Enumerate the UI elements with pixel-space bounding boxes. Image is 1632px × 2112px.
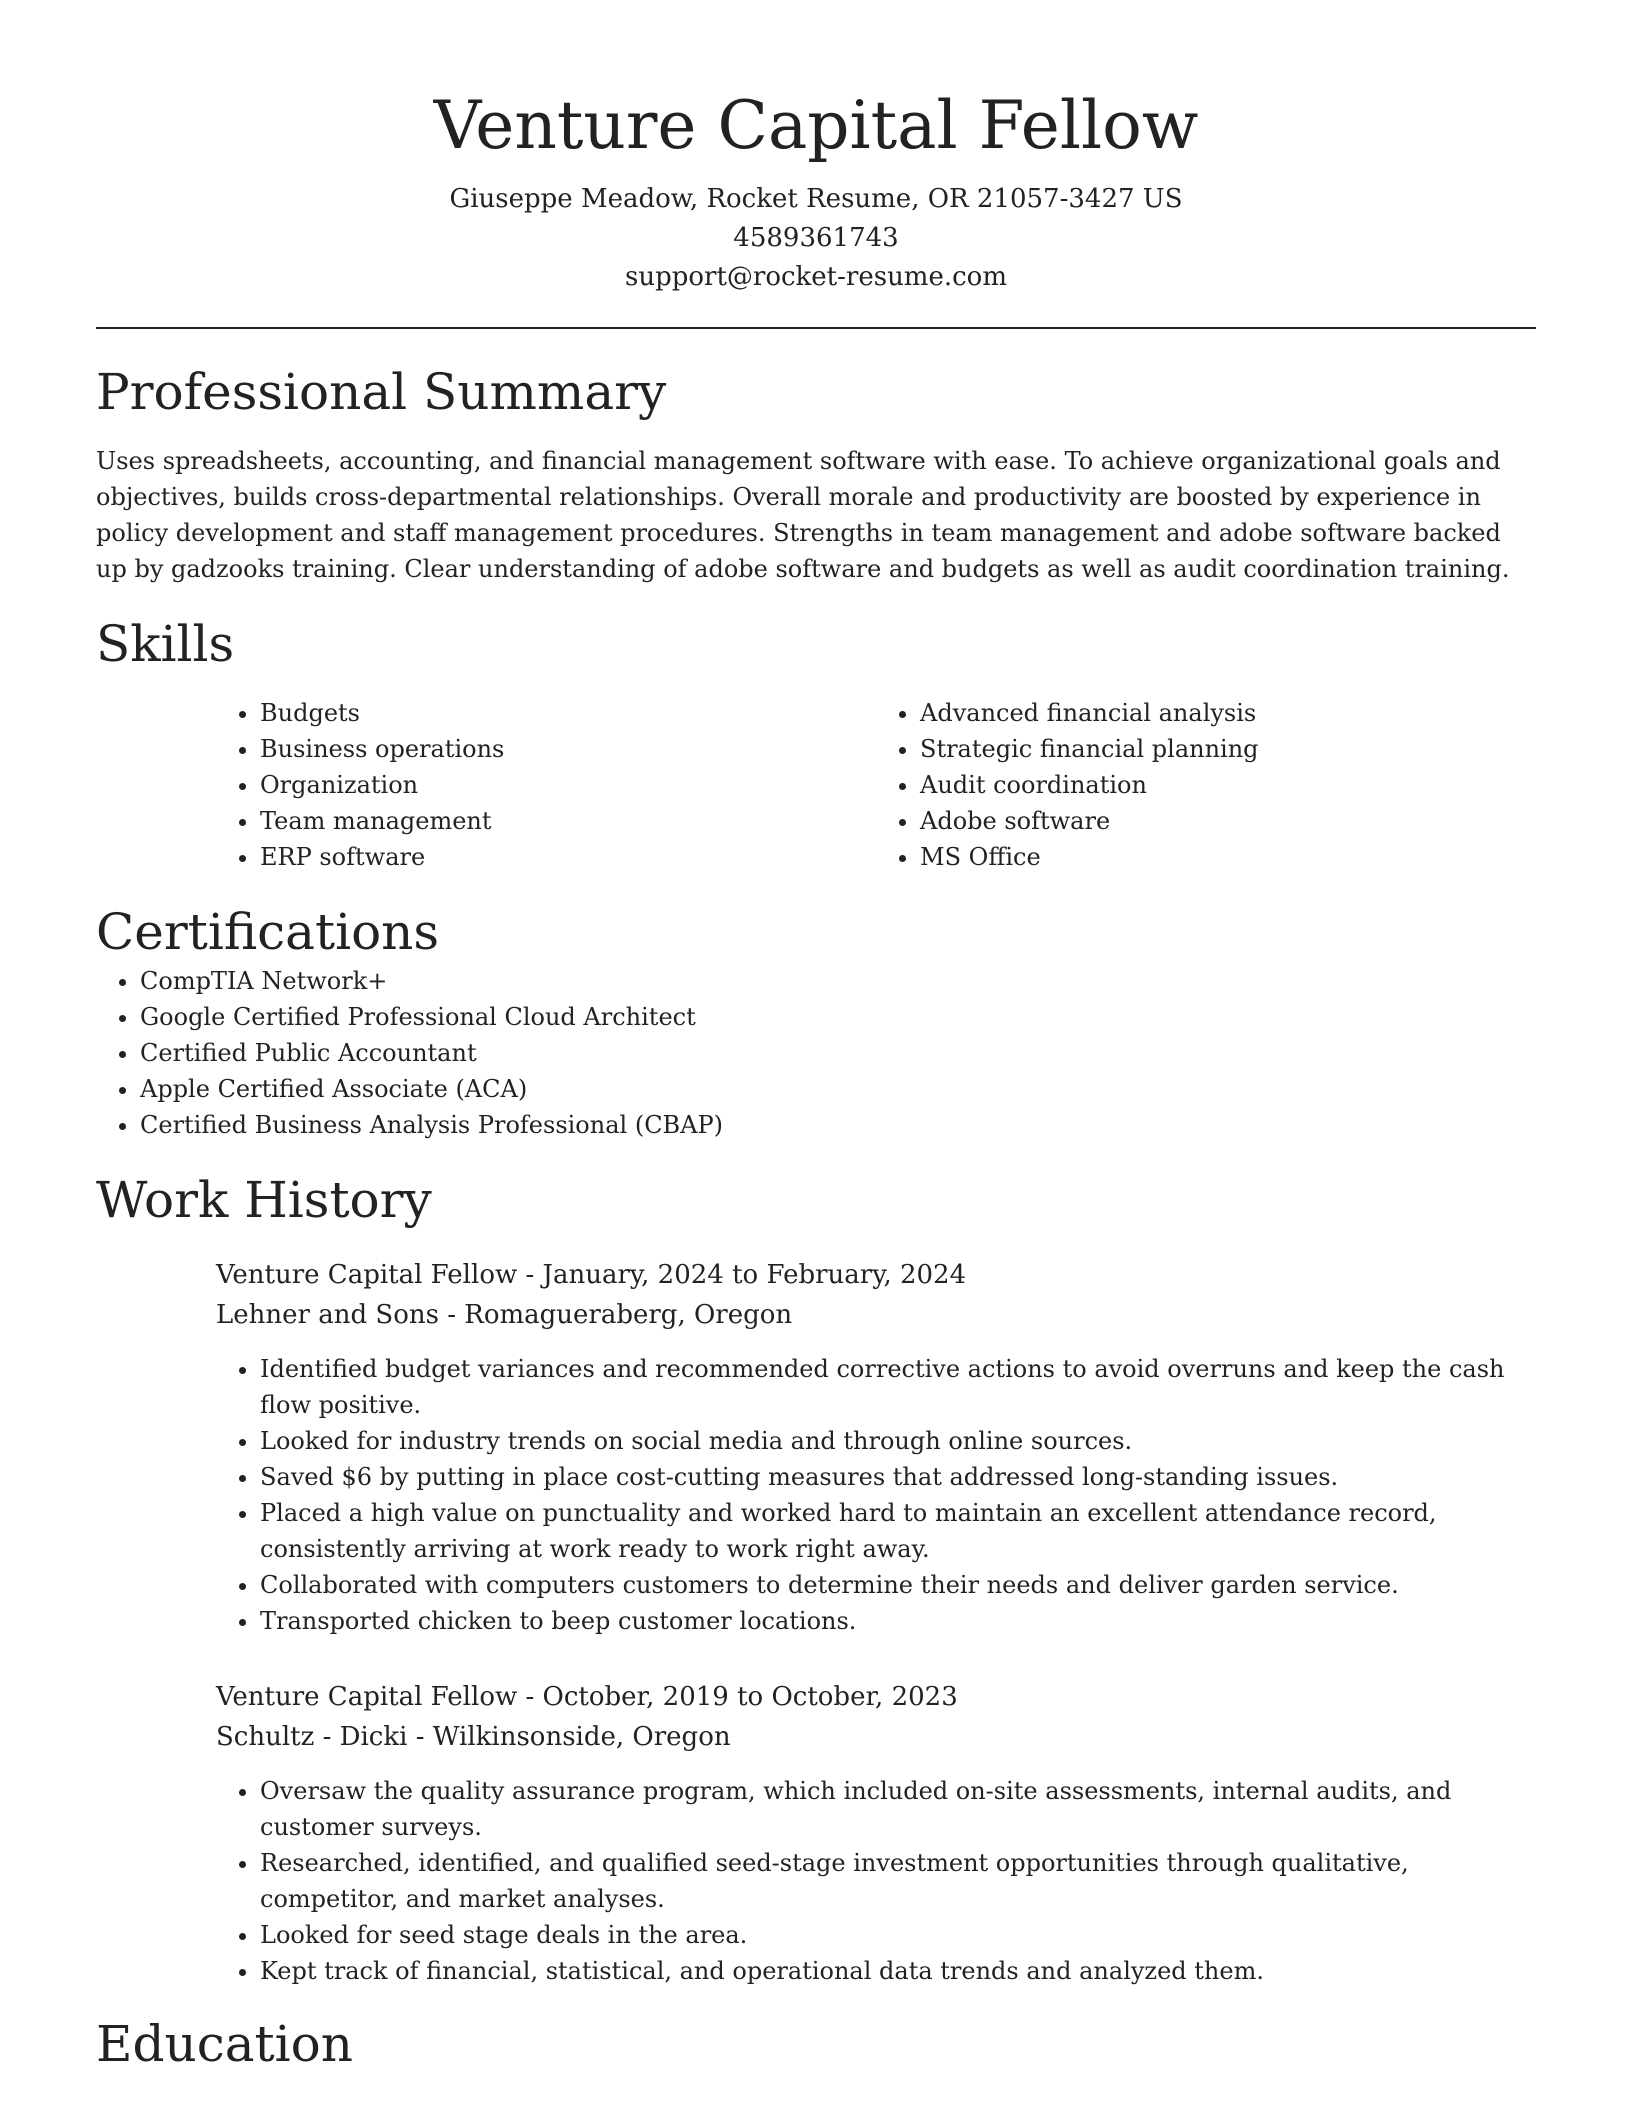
job-title: Venture Capital Fellow	[216, 1682, 518, 1712]
contact-address: Giuseppe Meadow, Rocket Resume, OR 21057-3427 US	[449, 184, 1183, 214]
skill-item: • MS Office	[920, 839, 1536, 875]
job-location: - Romagueraberg, Oregon	[438, 1300, 793, 1330]
job-location: - Wilkinsonside, Oregon	[407, 1722, 731, 1752]
certification-item: • Certified Public Accountant	[140, 1035, 1536, 1071]
education-heading: Education	[96, 2015, 353, 2073]
job-bullet: • Looked for industry trends on social media and through online sources.	[260, 1423, 1536, 1459]
certification-item: • Apple Certified Associate (ACA)	[140, 1071, 1536, 1107]
job-company: Schultz - Dicki	[216, 1722, 408, 1752]
skill-item: • Advanced financial analysis	[920, 695, 1536, 731]
job-bullet: • Kept track of financial, statistical, and operational data trends and analyzed them.	[260, 1953, 1536, 1989]
job-bullet: • Oversaw the quality assurance program, which included on-site assessments, internal audits, and customer surveys.	[260, 1773, 1536, 1845]
job-title-line	[216, 1255, 1536, 1295]
skill-item: • Business operations	[260, 731, 876, 767]
certification-item: • Google Certified Professional Cloud Architect	[140, 999, 1536, 1035]
job-bullets	[216, 1773, 1536, 1989]
job-bullet: • Collaborated with computers customers to determine their needs and deliver garden service.	[260, 1567, 1536, 1603]
certification-item: • CompTIA Network+	[140, 963, 1536, 999]
skills-list-left	[216, 695, 876, 875]
job-bullet: • Placed a high value on punctuality and worked hard to maintain an excellent attendance record, consistently arriving at work ready to work right away.	[260, 1495, 1536, 1567]
resume-header	[96, 0, 1536, 297]
header-divider	[96, 327, 1536, 329]
skill-item: • Budgets	[260, 695, 876, 731]
contact-phone: 4589361743	[733, 223, 899, 253]
job-dates: - October, 2019 to October, 2023	[517, 1682, 958, 1712]
summary-text: Uses spreadsheets, accounting, and financial management software with ease. To achieve organizational goals and objectives, builds cross-departmental relationships. Overall morale and productivity are boosted by experience in policy development and staff management procedures. Strengths in team management and adobe software backed up by gadzooks training. Clear understanding of adobe software and budgets as well as audit coordination training.	[96, 447, 1510, 583]
skills-heading: Skills	[96, 615, 235, 673]
work-history-section	[96, 1169, 1536, 1989]
job-bullet: • Identified budget variances and recommended corrective actions to avoid overruns and keep the cash flow positive.	[260, 1351, 1536, 1423]
skills-section	[96, 613, 1536, 875]
skill-item: • Strategic financial planning	[920, 731, 1536, 767]
job-title: Venture Capital Fellow	[216, 1260, 518, 1290]
certifications-list	[96, 963, 1536, 1143]
skills-columns	[216, 695, 1536, 875]
summary-heading: Professional Summary	[96, 363, 667, 421]
job-bullet: • Transported chicken to beep customer locations.	[260, 1603, 1536, 1639]
job-company-line	[216, 1717, 1536, 1757]
education-section	[96, 2013, 1536, 2075]
job-title-line	[216, 1677, 1536, 1717]
certification-item: • Certified Business Analysis Professional (CBAP)	[140, 1107, 1536, 1143]
job-entry	[216, 1677, 1536, 1989]
contact-email: support@rocket-resume.com	[624, 262, 1007, 292]
job-company: Lehner and Sons	[216, 1300, 439, 1330]
certifications-section	[96, 901, 1536, 1143]
work-history-heading: Work History	[96, 1171, 432, 1229]
summary-section	[96, 361, 1536, 587]
skill-item: • Audit coordination	[920, 767, 1536, 803]
job-dates: - January, 2024 to February, 2024	[517, 1260, 967, 1290]
skills-list-right	[876, 695, 1536, 875]
certifications-heading: Certifications	[96, 903, 440, 961]
job-bullets	[216, 1351, 1536, 1639]
job-bullet: • Researched, identified, and qualified seed-stage investment opportunities through qualitative, competitor, and market analyses.	[260, 1845, 1536, 1917]
skill-item: • Adobe software	[920, 803, 1536, 839]
resume-page	[96, 0, 1536, 2075]
resume-title: Venture Capital Fellow	[433, 87, 1199, 164]
job-company-line	[216, 1295, 1536, 1335]
skill-item: • ERP software	[260, 839, 876, 875]
job-bullet: • Saved $6 by putting in place cost-cutting measures that addressed long-standing issues.	[260, 1459, 1536, 1495]
job-entry	[216, 1255, 1536, 1639]
job-bullet: • Looked for seed stage deals in the area.	[260, 1917, 1536, 1953]
skill-item: • Team management	[260, 803, 876, 839]
skill-item: • Organization	[260, 767, 876, 803]
